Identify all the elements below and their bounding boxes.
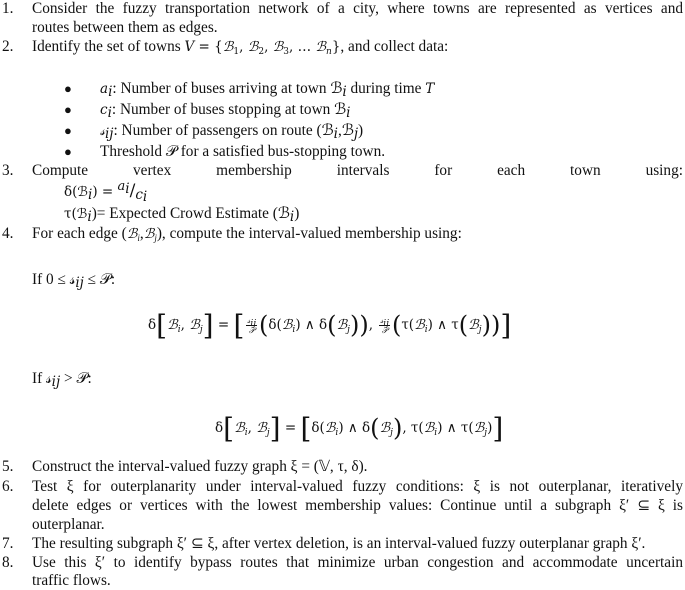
var-sub: ij xyxy=(104,126,114,142)
town-set-rest: = {ℬ$_1$, ℬ$_2$, ℬ$_3$, … ℬ$_n$} xyxy=(194,39,341,57)
bullet-icon: ● xyxy=(64,102,72,117)
bullet-text: Threshold 𝒫 for a satisfied bus-stopping town. xyxy=(100,143,386,160)
step-text: The resulting subgraph ξ′ ⊆ ξ, after vertex deletion, is an interval-valued fuzzy outerplanar graph ξ′. xyxy=(32,535,646,552)
word: for xyxy=(434,162,453,179)
word: vertex xyxy=(133,162,172,179)
step-text: Use this ξ′ to identify bypass routes that minimize urban congestion and accommodate uncertain xyxy=(32,554,683,571)
step-number: 6. xyxy=(2,478,14,495)
var: a xyxy=(100,81,109,97)
fraction: $\frac{𝓈_{ij}}{\text{𝒫}}$ xyxy=(247,316,257,335)
bullet-text: 𝓈$_{ij}$: Number of passengers on route (ℬ$_i$,ℬ$_j$) xyxy=(100,122,364,142)
condition-2 xyxy=(32,370,92,388)
var: c xyxy=(100,102,108,118)
step-text-pre: Identify the set of towns xyxy=(32,38,185,55)
step-number: 2. xyxy=(2,38,14,55)
var-sub: i xyxy=(108,84,113,100)
step-number: 7. xyxy=(2,535,14,552)
sub-i: i xyxy=(125,181,130,197)
sub-ij: ij xyxy=(51,374,61,390)
step-text xyxy=(32,38,448,56)
edge-membership-formula-1: δ[ℬ$_i$, ℬ$_j$] = [ $\frac{𝓈_{ij}}{\text{𝒫}}$ (δ(ℬ$_i$) ∧ δ(ℬ$_j$)), $\frac{𝓈_{ij}}{\text{𝒫}}$ (τ(ℬ$_i$) ∧ τ(ℬ$_j$))] xyxy=(148,309,512,342)
cond-text: If 0 ≤ 𝓈 xyxy=(32,271,76,288)
step-number: 8. xyxy=(2,554,14,571)
step-number: 4. xyxy=(2,225,14,242)
step-number: 3. xyxy=(2,162,14,179)
delta-eq: ) = xyxy=(92,184,118,200)
bullet-text xyxy=(100,80,434,98)
tau-text: )= Expected Crowd Estimate (ℬ xyxy=(91,205,290,222)
time-var: T xyxy=(425,81,435,97)
cond-tail: > 𝒫: xyxy=(60,370,92,387)
town-sub: i xyxy=(346,105,351,121)
town-sub-j: j xyxy=(353,126,359,142)
word: town xyxy=(570,162,601,179)
step-text: outerplanar. xyxy=(32,516,105,533)
cond-tail: ≤ 𝒫: xyxy=(83,271,116,288)
condition-1 xyxy=(32,271,115,289)
step-text: For each edge (ℬ$_i$,ℬ$_j$), compute the interval-valued membership using: xyxy=(32,225,462,243)
sub-i: i xyxy=(87,209,92,225)
var-sub: i xyxy=(107,105,112,121)
bullet-icon: ● xyxy=(64,144,72,159)
step-text: Construct the interval-valued fuzzy graph ξ = (𝕍, τ, δ). xyxy=(32,458,368,475)
sub-ij: ij xyxy=(75,275,84,291)
word: membership xyxy=(216,162,292,179)
step-text: traffic flows. xyxy=(32,572,111,589)
word: using: xyxy=(645,162,683,179)
cond-text: If 𝓈 xyxy=(32,370,52,387)
bullet-desc: : Number of passengers on route (ℬ xyxy=(113,122,334,139)
sub-i: i xyxy=(88,187,93,203)
step-text: delete edges or vertices with the lowest membership values: Continue until a subgraph ξ′ ⊆ ξ is xyxy=(32,497,683,514)
bullet-tail: ,ℬ xyxy=(338,122,354,139)
step-text-post: , and collect data: xyxy=(340,38,449,55)
tau-formula: τ(ℬ$_i$)= Expected Crowd Estimate (ℬ$_i$) xyxy=(64,205,300,225)
bullet-desc: : Number of buses arriving at town ℬ xyxy=(112,80,343,97)
step-text xyxy=(32,162,683,180)
town-sub: i xyxy=(333,126,338,142)
frac-slash: / xyxy=(129,181,136,201)
bullet-icon: ● xyxy=(64,123,72,138)
bullet-desc: : Number of buses stopping at town ℬ xyxy=(111,101,347,118)
sub-i: i xyxy=(142,189,148,205)
town-set: V xyxy=(184,39,195,55)
step-number: 1. xyxy=(2,0,14,17)
word: intervals xyxy=(336,162,390,179)
edge-membership-formula-2: δ[ℬ$_i$, ℬ$_j$] = [δ(ℬ$_i$) ∧ δ(ℬ$_j$), τ(ℬ$_i$) ∧ τ(ℬ$_j$)] xyxy=(215,412,504,445)
sub-i: i xyxy=(289,209,295,225)
word: each xyxy=(497,162,526,179)
word: Compute xyxy=(32,162,89,179)
frac-den: c xyxy=(135,187,143,203)
fraction: $\frac{𝓈_{ij}}{\text{𝒫}}$ xyxy=(380,316,389,335)
bullet-icon: ● xyxy=(64,81,72,96)
delta-lhs: δ(ℬ xyxy=(64,184,89,200)
step-text: Test ξ for outerplanarity under interval-valued fuzzy conditions: ξ is not outerplanar, iteratively xyxy=(32,478,683,495)
delta-formula xyxy=(64,179,148,205)
town-sub: i xyxy=(342,84,347,100)
step-text: routes between them as edges. xyxy=(32,19,218,36)
tau-lhs: τ(ℬ xyxy=(64,206,88,222)
bullet-tail: during time xyxy=(346,80,426,97)
step-number: 5. xyxy=(2,458,14,475)
frac-num: a xyxy=(117,179,126,194)
var: 𝓈 xyxy=(100,123,105,139)
step-text: Consider the fuzzy transportation network of a city, where towns are represented as vertices and xyxy=(32,0,683,17)
bullet-text xyxy=(100,101,350,119)
